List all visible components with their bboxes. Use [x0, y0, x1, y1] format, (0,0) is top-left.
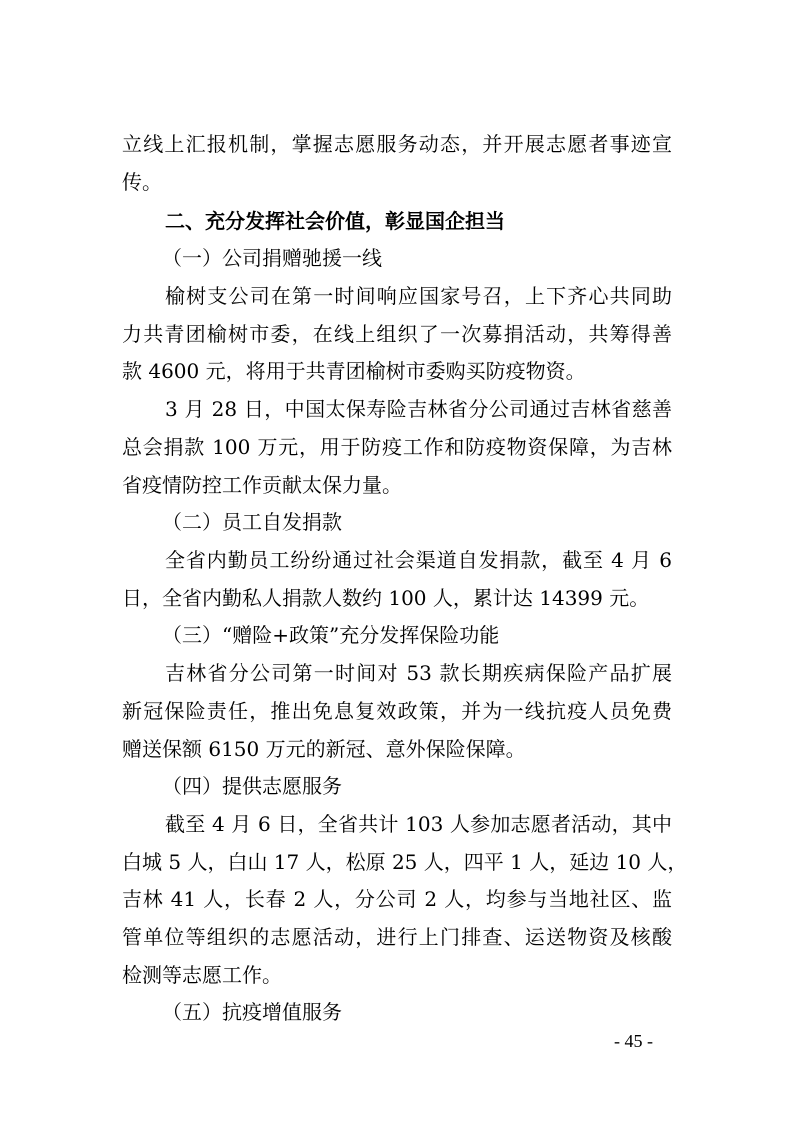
- text-line: 全省内勤员工纷纷通过社会渠道自发捐款，截至 4 月 6: [165, 548, 672, 572]
- text-line: 截至 4 月 6 日，全省共计 103 人参加志愿者活动，其中: [165, 812, 672, 836]
- subheading-text: （三）“赠险+政策”充分发挥保险功能: [162, 623, 500, 647]
- text-line: 新冠保险责任，推出免息复效政策，并为一线抗疫人员免费: [122, 699, 672, 723]
- text-line: 赠送保额 6150 万元的新冠、意外保险保障。: [122, 737, 526, 761]
- text-line: 款 4600 元，将用于共青团榆树市委购买防疫物资。: [122, 359, 586, 383]
- heading-text: 二、充分发挥社会价值，彰显国企担当: [165, 209, 505, 233]
- text-line: 白城 5 人，白山 17 人，松原 25 人，四平 1 人，延边 10 人，: [122, 850, 688, 874]
- subheading-text: （四）提供志愿服务: [162, 774, 342, 798]
- text-line: 省疫情防控工作贡献太保力量。: [122, 473, 402, 497]
- page-number: - 45 -: [614, 1031, 653, 1051]
- subheading-text: （五）抗疫增值服务: [162, 1000, 342, 1024]
- text-line: 检测等志愿工作。: [122, 963, 282, 987]
- text-line: 力共青团榆树市委，在线上组织了一次募捐活动，共筹得善: [122, 322, 672, 346]
- subheading-text: （一）公司捐赠驰援一线: [162, 246, 382, 270]
- text-line: 吉林 41 人，长春 2 人，分公司 2 人，均参与当地社区、监: [122, 887, 672, 911]
- text-line: 立线上汇报机制，掌握志愿服务动态，并开展志愿者事迹宣: [122, 132, 672, 156]
- text-line: 榆树支公司在第一时间响应国家号召，上下齐心共同助: [165, 284, 672, 308]
- text-line: 传。: [122, 170, 162, 194]
- text-line: 管单位等组织的志愿活动，进行上门排查、运送物资及核酸: [122, 925, 672, 949]
- text-line: 吉林省分公司第一时间对 53 款长期疾病保险产品扩展: [165, 661, 672, 685]
- text-line: 3 月 28 日，中国太保寿险吉林省分公司通过吉林省慈善: [165, 397, 672, 421]
- text-line: 总会捐款 100 万元，用于防疫工作和防疫物资保障，为吉林: [122, 435, 672, 459]
- text-line: 日，全省内勤私人捐款人数约 100 人，累计达 14399 元。: [122, 586, 650, 610]
- subheading-text: （二）员工自发捐款: [162, 510, 342, 534]
